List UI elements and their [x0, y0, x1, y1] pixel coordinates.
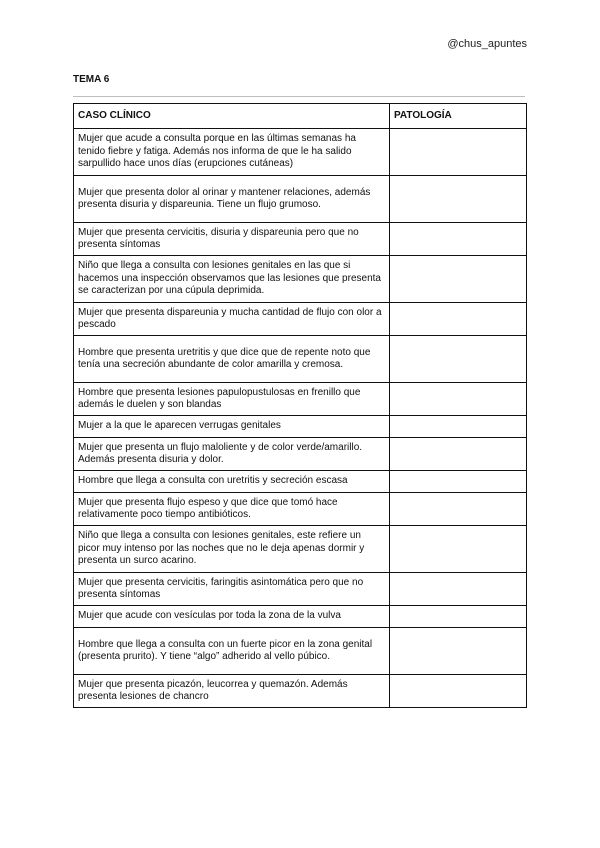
divider — [73, 96, 525, 97]
pathology-cell[interactable] — [390, 606, 527, 628]
pathology-cell[interactable] — [390, 303, 527, 336]
table-row — [74, 675, 527, 708]
case-cell: Mujer a la que le aparecen verrugas genitales — [74, 416, 390, 438]
table-row — [74, 573, 527, 606]
case-cell: Mujer que presenta dolor al orinar y mantener relaciones, además presenta disuria y dispareunia. Tiene un flujo grumoso. — [74, 176, 390, 223]
table-row — [74, 416, 527, 438]
pathology-cell[interactable] — [390, 256, 527, 303]
table-header-row — [74, 104, 527, 129]
case-cell: Mujer que acude con vesículas por toda la zona de la vulva — [74, 606, 390, 628]
table-row — [74, 383, 527, 416]
case-cell: Hombre que llega a consulta con un fuerte picor en la zona genital (presenta prurito). Y tiene “algo” adherido al vello púbico. — [74, 628, 390, 675]
pathology-cell[interactable] — [390, 675, 527, 708]
table-row — [74, 606, 527, 628]
table-row — [74, 256, 527, 303]
case-cell: Hombre que llega a consulta con uretritis y secreción escasa — [74, 471, 390, 493]
pathology-cell[interactable] — [390, 383, 527, 416]
case-cell: Mujer que presenta dispareunia y mucha cantidad de flujo con olor a pescado — [74, 303, 390, 336]
case-cell: Hombre que presenta lesiones papulopustulosas en frenillo que además le duelen y son blandas — [74, 383, 390, 416]
pathology-cell[interactable] — [390, 471, 527, 493]
table-row — [74, 628, 527, 675]
author-handle: @chus_apuntes — [447, 38, 527, 50]
pathology-cell[interactable] — [390, 628, 527, 675]
pathology-cell[interactable] — [390, 336, 527, 383]
pathology-cell[interactable] — [390, 129, 527, 176]
table-row — [74, 176, 527, 223]
table-row — [74, 303, 527, 336]
column-header-pathology: PATOLOGÍA — [390, 104, 527, 129]
pathology-cell[interactable] — [390, 493, 527, 526]
table-row — [74, 493, 527, 526]
case-cell: Mujer que acude a consulta porque en las últimas semanas ha tenido fiebre y fatiga. Además nos informa de que le ha salido sarpullido hace unos días (erupciones cutáneas) — [74, 129, 390, 176]
page-title: TEMA 6 — [73, 74, 110, 85]
case-cell: Mujer que presenta cervicitis, faringitis asintomática pero que no presenta síntomas — [74, 573, 390, 606]
clinical-cases-table — [73, 103, 527, 708]
table-row — [74, 438, 527, 471]
table-row — [74, 471, 527, 493]
table-row — [74, 129, 527, 176]
table-row — [74, 336, 527, 383]
case-cell: Mujer que presenta cervicitis, disuria y dispareunia pero que no presenta síntomas — [74, 223, 390, 256]
case-cell: Mujer que presenta picazón, leucorrea y quemazón. Además presenta lesiones de chancro — [74, 675, 390, 708]
pathology-cell[interactable] — [390, 438, 527, 471]
case-cell: Mujer que presenta flujo espeso y que dice que tomó hace relativamente poco tiempo antibióticos. — [74, 493, 390, 526]
pathology-cell[interactable] — [390, 526, 527, 573]
column-header-case: CASO CLÍNICO — [74, 104, 390, 129]
table-row — [74, 526, 527, 573]
case-cell: Mujer que presenta un flujo maloliente y de color verde/amarillo. Además presenta disuria y dolor. — [74, 438, 390, 471]
case-cell: Hombre que presenta uretritis y que dice que de repente noto que tenía una secreción abundante de color amarilla y cremosa. — [74, 336, 390, 383]
case-cell: Niño que llega a consulta con lesiones genitales en las que si hacemos una inspección observamos que las lesiones que presenta se caracterizan por una cúpula deprimida. — [74, 256, 390, 303]
pathology-cell[interactable] — [390, 416, 527, 438]
pathology-cell[interactable] — [390, 573, 527, 606]
case-cell: Niño que llega a consulta con lesiones genitales, este refiere un picor muy intenso por las noches que no le deja apenas dormir y presenta un surco acarino. — [74, 526, 390, 573]
pathology-cell[interactable] — [390, 176, 527, 223]
pathology-cell[interactable] — [390, 223, 527, 256]
table-row — [74, 223, 527, 256]
